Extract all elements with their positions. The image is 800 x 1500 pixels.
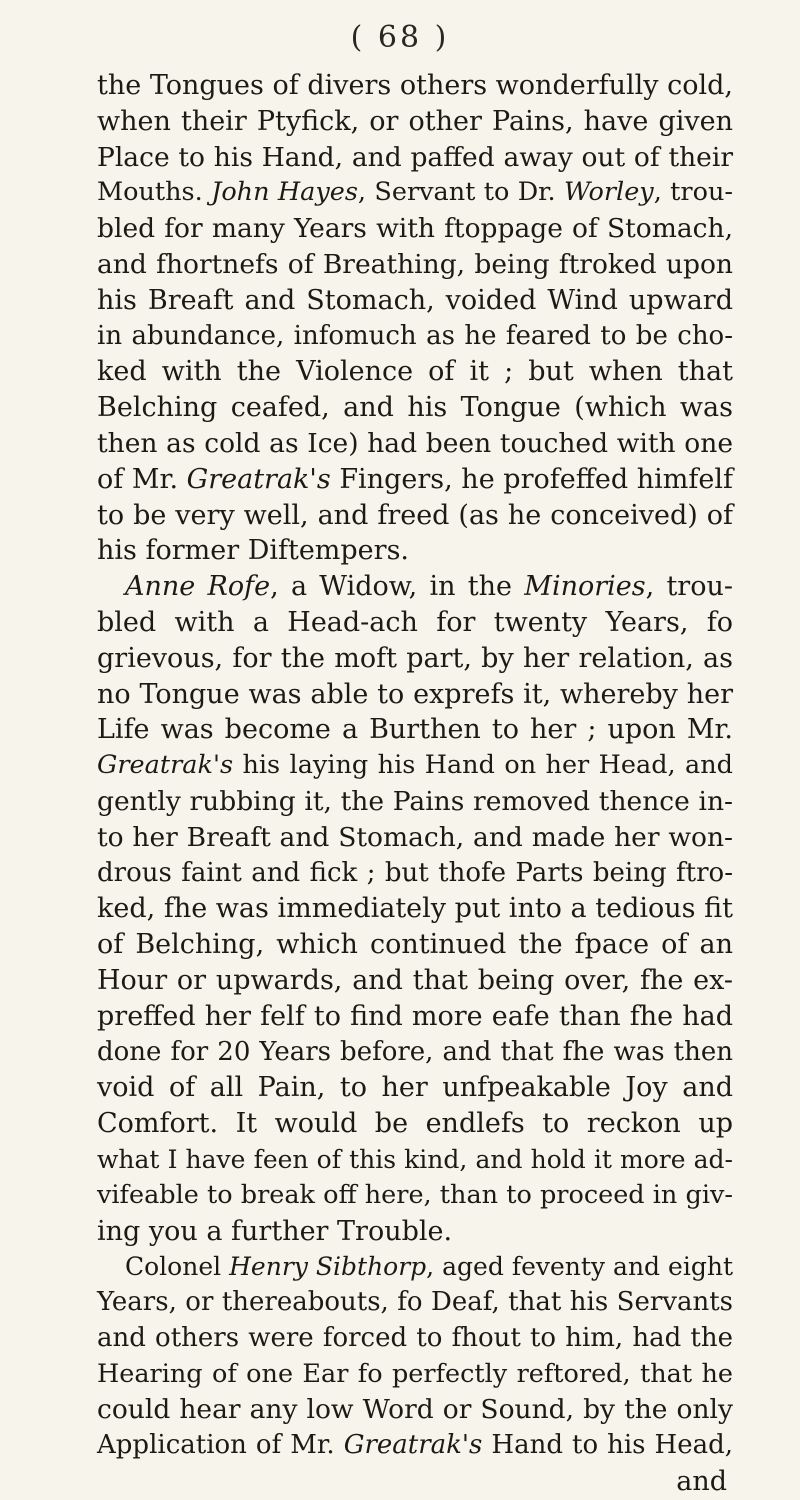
text-line <box>97 1178 733 1214</box>
text-line <box>97 68 733 104</box>
text-line <box>97 104 733 140</box>
text-run: could hear any low Word or Sound, by the only <box>97 1394 733 1426</box>
text-line <box>97 390 733 426</box>
text-line <box>97 1357 733 1393</box>
text-line <box>97 462 733 498</box>
text-line <box>97 748 733 784</box>
text-line <box>97 999 733 1035</box>
text-run: his laying his Hand on her Head, and <box>233 750 733 781</box>
text-line <box>97 856 733 892</box>
text-line <box>97 605 733 641</box>
text-run: in abundance, infomuch as he feared to be cho- <box>97 320 733 351</box>
text-run: and fhortnefs of Breathing, being ftroked upon <box>97 248 733 280</box>
text-line <box>97 1392 733 1428</box>
text-line <box>97 641 733 677</box>
text-run: , trou- <box>645 571 733 603</box>
text-run: bled with a Head-ach for twenty Years, fo <box>97 606 733 638</box>
text-run: Hearing of one Ear fo perfectly reftored, that he <box>97 1358 733 1389</box>
text-run: , a Widow, in the <box>270 571 525 603</box>
text-run: and others were forced to fhout to him, had the <box>97 1322 733 1353</box>
text-run: Comfort. It would be endlefs to reckon up <box>97 1108 733 1140</box>
text-line <box>97 247 733 283</box>
text-run: of Mr. <box>97 463 187 495</box>
text-run: Mouths. <box>97 177 212 208</box>
text-run: no Tongue was able to exprefs it, whereby her <box>97 678 733 710</box>
text-run: then as cold as Ice) had been touched with one <box>97 427 733 459</box>
text-run: ing you a further Trouble. <box>97 1215 453 1247</box>
text-line <box>97 354 733 390</box>
text-run: Hand to his Head, <box>482 1430 733 1461</box>
text-run: vifeable to break off here, than to proceed in giv- <box>97 1179 733 1210</box>
text-run: his former Diftempers. <box>97 535 410 567</box>
text-line <box>97 498 733 534</box>
italic-text: Minories <box>524 571 646 603</box>
body-text <box>97 68 733 1500</box>
text-run: the Tongues of divers others wonderfully cold, <box>97 70 733 101</box>
text-run: what I have feen of this kind, and hold it more ad- <box>97 1144 733 1174</box>
text-run: Colonel <box>125 1252 230 1282</box>
text-run: grievous, for the moft part, by her relation, as <box>97 642 733 674</box>
text-line <box>97 1106 733 1142</box>
text-line <box>97 1428 733 1464</box>
text-run: to her Breaft and Stomach, and made her won- <box>97 821 733 853</box>
text-line <box>97 283 733 319</box>
text-line <box>97 1070 733 1106</box>
text-line <box>97 319 733 355</box>
text-run: Fingers, he profeffed himfelf <box>330 463 733 495</box>
text-run: gently rubbing it, the Pains removed thence in- <box>97 785 733 817</box>
text-line <box>97 533 733 569</box>
text-run: ked with the Violence of it ; but when that <box>97 356 733 388</box>
text-run: of Belching, which continued the fpace of an <box>97 929 733 961</box>
text-run: preffed her felf to find more eafe than fhe had <box>97 1000 733 1032</box>
text-line <box>97 1035 733 1071</box>
text-run: , aged feventy and eight <box>426 1252 733 1282</box>
italic-text: Greatrak's <box>97 750 234 781</box>
page-number: ( 68 ) <box>350 20 450 55</box>
text-line <box>97 1249 733 1285</box>
text-run: Belching ceafed, and his Tongue (which was <box>97 392 733 424</box>
text-line <box>97 175 733 211</box>
text-run: Life was become a Burthen to her ; upon Mr. <box>97 714 733 746</box>
text-line <box>97 927 733 963</box>
italic-text: Greatrak's <box>343 1430 483 1461</box>
text-line <box>97 426 733 462</box>
text-run: Application of Mr. <box>97 1430 344 1461</box>
text-line <box>97 140 733 176</box>
text-line <box>97 569 733 605</box>
text-run: drous faint and fick ; but thofe Parts being ftro- <box>97 857 733 888</box>
text-run: bled for many Years with ftoppage of Stomach, <box>97 213 733 245</box>
text-run: done for 20 Years before, and that fhe was then <box>97 1036 733 1067</box>
text-run: , Servant to Dr. <box>357 177 565 208</box>
text-line <box>97 820 733 856</box>
text-run: void of all Pain, to her unfpeakable Joy and <box>97 1072 733 1104</box>
text-line <box>97 211 733 247</box>
text-line <box>97 1321 733 1357</box>
text-run: Hour or upwards, and that being over, fhe ex- <box>97 964 733 996</box>
text-run: when their Ptyfick, or other Pains, have given <box>97 105 733 137</box>
text-run: , trou- <box>653 177 733 208</box>
text-line <box>97 891 733 927</box>
italic-text: Worley <box>564 177 654 208</box>
italic-text: Greatrak's <box>186 463 331 495</box>
text-run: his Breaft and Stomach, voided Wind upward <box>97 284 733 316</box>
text-run: and <box>676 1466 727 1498</box>
text-line <box>97 1285 733 1321</box>
text-line <box>97 712 733 748</box>
text-line <box>97 784 733 820</box>
text-run: Place to his Hand, and paffed away out of their <box>97 141 733 173</box>
italic-text: John Hayes <box>211 177 358 208</box>
text-run: Years, or thereabouts, fo Deaf, that his Servants <box>97 1287 733 1318</box>
italic-text: Henry Sibthorp <box>229 1252 427 1282</box>
text-run: ked, fhe was immediately put into a tedious fit <box>97 893 733 925</box>
text-line <box>97 1142 733 1178</box>
text-line <box>97 963 733 999</box>
italic-text: Anne Rofe <box>125 571 271 603</box>
text-line <box>97 677 733 713</box>
text-run: to be very well, and freed (as he conceived) of <box>97 499 733 531</box>
text-line <box>97 1214 733 1250</box>
